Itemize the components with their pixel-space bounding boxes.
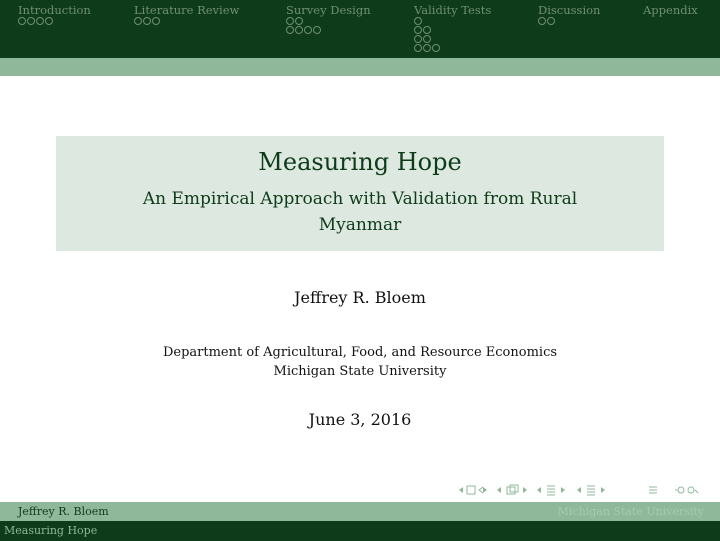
- frame-dot[interactable]: [295, 17, 303, 25]
- presentation-title: Measuring Hope: [258, 148, 462, 176]
- nav-subsection-band: [0, 58, 720, 76]
- frame-dots-discussion: [538, 17, 555, 26]
- top-navigation-bar: [0, 0, 720, 58]
- frame-dot[interactable]: [295, 26, 303, 34]
- footer-author: Jeffrey R. Bloem: [18, 505, 109, 518]
- frame-dot[interactable]: [414, 44, 422, 52]
- footer-institution: Michigan State University: [557, 505, 704, 518]
- frame-dot[interactable]: [414, 35, 422, 43]
- frame-dots-validity-tests: [414, 17, 440, 53]
- slide-nav-icon[interactable]: [459, 486, 487, 494]
- frame-dot[interactable]: [547, 17, 555, 25]
- section-nav-icon[interactable]: [577, 486, 605, 495]
- footer-short-title: Measuring Hope: [4, 524, 98, 537]
- nav-section-discussion[interactable]: Discussion: [538, 3, 601, 17]
- frame-dot[interactable]: [143, 17, 151, 25]
- nav-section-appendix[interactable]: Appendix: [643, 3, 698, 17]
- frame-dot[interactable]: [432, 44, 440, 52]
- frame-dot[interactable]: [414, 17, 422, 25]
- frame-dot[interactable]: [423, 26, 431, 34]
- subsection-nav-icon[interactable]: [537, 486, 565, 495]
- institution: [0, 343, 720, 381]
- frame-dot[interactable]: [134, 17, 142, 25]
- footer-title-bar: [0, 521, 720, 541]
- frame-nav-icon[interactable]: [497, 485, 527, 494]
- frame-dot[interactable]: [313, 26, 321, 34]
- author-name: Jeffrey R. Bloem: [294, 288, 426, 307]
- institution-university: Michigan State University: [273, 364, 447, 379]
- frame-dot[interactable]: [423, 35, 431, 43]
- nav-section-validity-tests[interactable]: Validity Tests: [414, 3, 492, 17]
- presentation-date: June 3, 2016: [308, 410, 412, 429]
- frame-dot[interactable]: [18, 17, 26, 25]
- frame-dots-introduction: [18, 17, 53, 26]
- frame-dot[interactable]: [27, 17, 35, 25]
- footer-info-bar: [0, 502, 720, 521]
- frame-dot[interactable]: [286, 26, 294, 34]
- nav-section-introduction[interactable]: Introduction: [18, 3, 91, 17]
- frame-dot[interactable]: [36, 17, 44, 25]
- institution-department: Department of Agricultural, Food, and Resource Economics: [162, 345, 558, 360]
- frame-dots-survey-design: [286, 17, 321, 35]
- frame-dot[interactable]: [423, 44, 431, 52]
- frame-dot[interactable]: [286, 17, 294, 25]
- frame-dot[interactable]: [152, 17, 160, 25]
- presentation-subtitle: An Empirical Approach with Validation from Rural Myanmar: [142, 189, 578, 235]
- navigation-symbols: [455, 482, 715, 498]
- frame-dots-literature-review: [134, 17, 160, 26]
- search-icon[interactable]: [675, 487, 698, 493]
- title-block: [56, 136, 664, 251]
- nav-section-survey-design[interactable]: Survey Design: [286, 3, 371, 17]
- frame-dot[interactable]: [45, 17, 53, 25]
- align-icon[interactable]: [649, 487, 657, 493]
- nav-section-literature-review[interactable]: Literature Review: [134, 3, 240, 17]
- frame-dot[interactable]: [414, 26, 422, 34]
- frame-dot[interactable]: [538, 17, 546, 25]
- frame-dot[interactable]: [304, 26, 312, 34]
